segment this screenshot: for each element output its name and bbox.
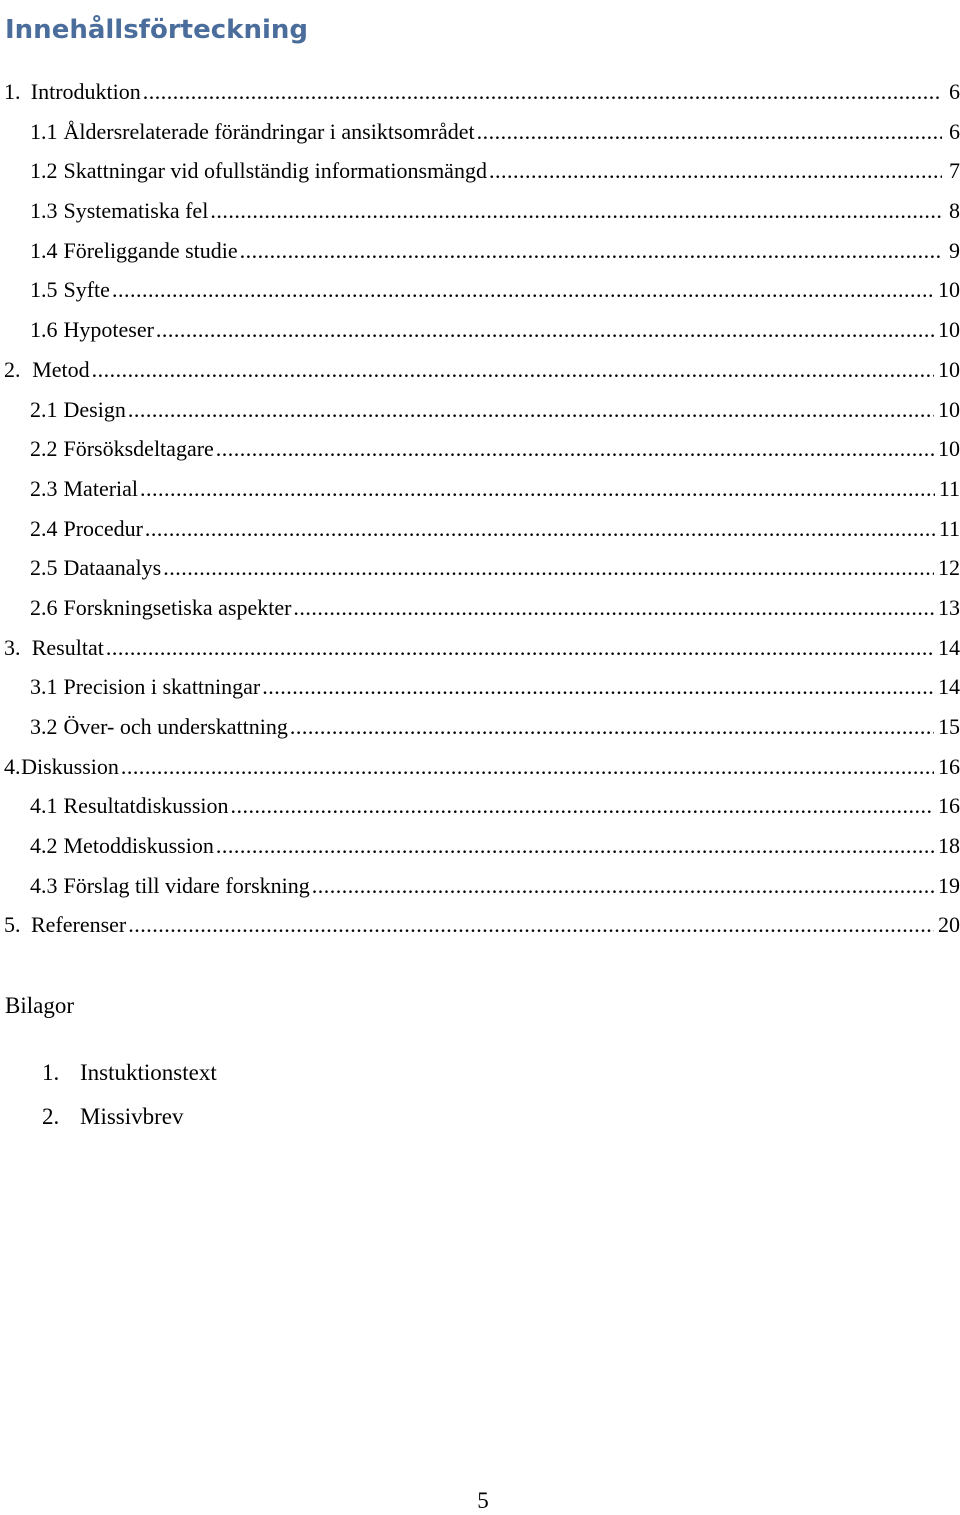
toc-entry-title: Procedur [63,515,143,541]
toc-entry-page: 16 [938,793,960,819]
toc-dot-leader [112,270,934,310]
toc-entry-number: 1.5 [30,277,58,303]
toc-entry-number: 1. [4,79,21,104]
toc-entry-number: 5. [4,912,21,938]
toc-entry-title: Föreliggande studie [63,237,238,263]
toc-dot-leader [156,310,934,350]
toc-dot-leader [128,905,934,945]
toc-entry[interactable] [0,231,960,271]
appendix-item-number: 2. [42,1104,60,1129]
toc-entry[interactable] [0,667,960,707]
toc-dot-leader [489,151,942,191]
toc-dot-leader [216,826,934,866]
toc-entry-number: 3.2 [30,714,58,739]
toc-entry-number: 4.1 [30,793,58,819]
toc-entry-number: 4.2 [30,833,58,859]
toc-entry-number: 2.6 [30,594,58,620]
toc-entry[interactable] [0,747,960,787]
toc-entry-page: 10 [938,317,960,343]
toc-entry-title: Material [63,475,139,501]
toc-entry-title: Diskussion [21,753,119,779]
toc-entry-page: 10 [938,436,960,462]
toc-entry-page: 6 [949,79,960,104]
appendix-heading: Bilagor [5,993,74,1018]
toc-dot-leader [240,231,942,271]
toc-entry-title: Dataanalys [63,555,162,581]
toc-entry-number: 1.2 [30,158,58,184]
toc-entry[interactable] [0,469,960,509]
toc-entry-page: 10 [938,396,960,422]
toc-entry-page: 19 [938,872,960,898]
toc-entry-number: 2. [4,356,21,382]
toc-dot-leader [293,588,934,628]
toc-entry-number: 4.3 [30,872,58,898]
toc-entry[interactable] [0,707,960,747]
toc-dot-leader [231,786,934,826]
appendix-item-title: Instuktionstext [80,1060,217,1085]
toc-entry-number: 1.1 [30,118,58,144]
toc-entry-page: 12 [938,555,960,581]
toc-entry-page: 13 [938,594,960,620]
toc-entry-title: Referenser [30,912,127,938]
toc-entry[interactable] [0,310,960,350]
toc-dot-leader [216,429,934,469]
toc-entry[interactable] [0,588,960,628]
toc-entry-page: 16 [938,753,960,779]
toc-entry-title: Precision i skattningar [63,674,261,700]
toc-entry-title: Design [63,396,126,422]
toc-entry-page: 10 [938,356,960,382]
toc-entry-page: 14 [938,674,960,700]
toc-entry-page: 14 [938,634,960,660]
toc-entry-number: 3. [4,634,21,660]
toc-entry-number: 2.4 [30,515,58,541]
toc-dot-leader [290,707,934,747]
toc-entry[interactable] [0,628,960,668]
toc-entry[interactable] [0,390,960,430]
toc-entry-number: 2.1 [30,396,58,422]
toc-dot-leader [128,390,934,430]
page-number: 5 [477,1488,489,1513]
toc-entry[interactable] [0,866,960,906]
toc-entry-title: Försöksdeltagare [63,436,214,462]
toc-dot-leader [92,350,934,390]
toc-entry[interactable] [0,429,960,469]
toc-dot-leader [477,112,942,152]
toc-entry-title: Över- och underskattning [63,714,288,739]
toc-dot-leader [121,747,934,787]
toc-entry-page: 11 [938,515,960,541]
toc-dot-leader [262,667,934,707]
toc-entry-page: 10 [938,277,960,303]
toc-entry-page: 15 [938,714,960,739]
toc-entry[interactable] [0,112,960,152]
toc-entry[interactable] [0,191,960,231]
toc-dot-leader [312,866,934,906]
toc-entry-title: Åldersrelaterade förändringar i ansiktsområdet [63,118,475,144]
toc-entry[interactable] [0,350,960,390]
toc-dot-leader [145,509,935,549]
toc-entry[interactable] [0,270,960,310]
toc-dot-leader [163,548,934,588]
appendix-item-number: 1. [42,1060,60,1085]
toc-entry[interactable] [0,786,960,826]
toc-entry[interactable] [0,548,960,588]
page-title: Innehållsförteckning [5,15,308,46]
toc-entry-page: 9 [949,237,960,263]
toc-entry-page: 18 [938,833,960,859]
toc-entry-title: Hypoteser [63,317,154,343]
toc-entry-number: 3.1 [30,674,58,700]
toc-entry-number: 1.4 [30,237,58,263]
toc-entry-title: Systematiska fel [63,198,209,224]
toc-entry-page: 7 [949,158,960,184]
table-of-contents [0,72,960,945]
toc-entry[interactable] [0,509,960,549]
toc-entry-title: Metoddiskussion [63,833,214,859]
appendix-item-title: Missivbrev [80,1104,184,1129]
toc-dot-leader [140,469,935,509]
toc-entry-title: Introduktion [30,79,141,104]
toc-entry-title: Resultat [31,634,104,660]
toc-entry-number: 2.5 [30,555,58,581]
toc-entry-number: 4. [4,753,21,779]
toc-entry-title: Förslag till vidare forskning [63,872,310,898]
appendix-item [42,1099,217,1143]
toc-entry-number: 2.3 [30,475,58,501]
toc-entry-title: Metod [32,356,90,382]
toc-entry-page: 6 [949,118,960,144]
toc-entry[interactable] [0,72,960,112]
toc-entry-title: Forskningsetiska aspekter [63,594,292,620]
appendix-item [42,1055,217,1099]
toc-entry-number: 2.2 [30,436,58,462]
toc-entry[interactable] [0,826,960,866]
toc-entry[interactable] [0,151,960,191]
toc-dot-leader [143,72,942,112]
toc-dot-leader [210,191,942,231]
toc-entry-number: 1.6 [30,317,58,343]
toc-entry[interactable] [0,905,960,945]
toc-entry-title: Syfte [63,277,110,303]
toc-entry-page: 11 [938,475,960,501]
toc-entry-page: 20 [938,912,960,938]
toc-entry-page: 8 [949,198,960,224]
toc-entry-title: Resultatdiskussion [63,793,229,819]
appendix-list [42,1055,217,1143]
toc-dot-leader [106,628,934,668]
toc-entry-number: 1.3 [30,198,58,224]
toc-entry-title: Skattningar vid ofullständig informationsmängd [63,158,487,184]
